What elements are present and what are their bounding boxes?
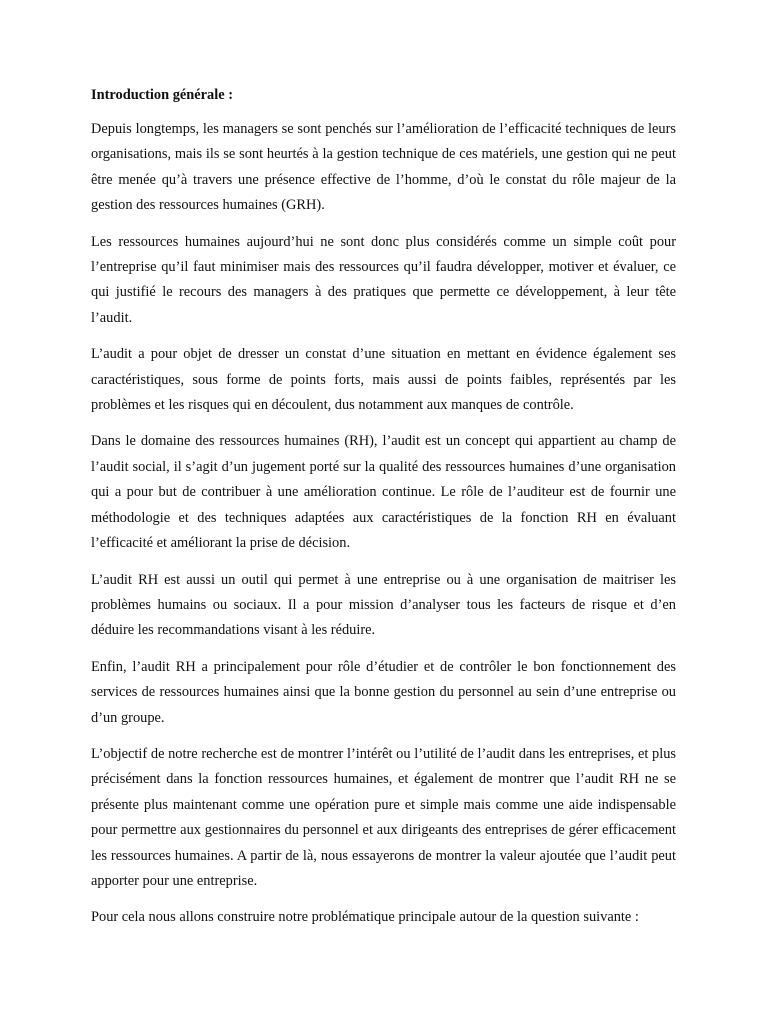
paragraph: L’objectif de notre recherche est de montrer l’intérêt ou l’utilité de l’audit dans les entreprises, et plus précisément dans la fonction ressources humaines, et également de montrer que l’audit RH ne se présente plus maintenant comme une opération pure et simple mais comme une aide indispensable pour permettre aux gestionnaires du personnel et aux dirigeants des entreprises de gérer efficacement les ressources humaines. A partir de là, nous essayerons de montrer la valeur ajoutée que l’audit peut apporter pour une entreprise. <box>91 745 676 889</box>
paragraph: Les ressources humaines aujourd’hui ne sont donc plus considérés comme un simple coût pour l’entreprise qu’il faut minimiser mais des ressources qu’il faudra développer, motiver et évaluer, ce qui justifié le recours des managers à des pratiques que permette ce développement, à leur tête l’audit. <box>91 233 676 326</box>
section-heading: Introduction générale : <box>91 87 234 103</box>
paragraph: L’audit RH est aussi un outil qui permet à une entreprise ou à une organisation de maitriser les problèmes humains ou sociaux. Il a pour mission d’analyser tous les facteurs de risque et d’en déduire les recommandations visant à les réduire. <box>91 571 676 639</box>
paragraph: Enfin, l’audit RH a principalement pour rôle d’étudier et de contrôler le bon fonctionnement des services de ressources humaines ainsi que la bonne gestion du personnel au sein d’une entreprise ou d’un groupe. <box>91 658 676 726</box>
document-page <box>91 85 676 942</box>
paragraph: Dans le domaine des ressources humaines (RH), l’audit est un concept qui appartient au champ de l’audit social, il s’agit d’un jugement porté sur la qualité des ressources humaines d’une organisation qui a pour but de contribuer à une amélioration continue. Le rôle de l’auditeur est de fournir une méthodologie et des techniques adaptées aux caractéristiques de la fonction RH en évaluant l’efficacité et améliorant la prise de décision. <box>91 433 676 552</box>
paragraph: L’audit a pour objet de dresser un constat d’une situation en mettant en évidence également ses caractéristiques, sous forme de points forts, mais aussi de points faibles, représentés par les problèmes et les risques qui en découlent, dus notamment aux manques de contrôle. <box>91 346 676 414</box>
paragraph: Pour cela nous allons construire notre problématique principale autour de la question suivante : <box>91 909 639 926</box>
paragraph: Depuis longtemps, les managers se sont penchés sur l’amélioration de l’efficacité techniques de leurs organisations, mais ils se sont heurtés à la gestion technique de ces matériels, une gestion qui ne peut être menée qu’à travers une présence effective de l’homme, d’où le constat du rôle majeur de la gestion des ressources humaines (GRH). <box>91 121 676 214</box>
